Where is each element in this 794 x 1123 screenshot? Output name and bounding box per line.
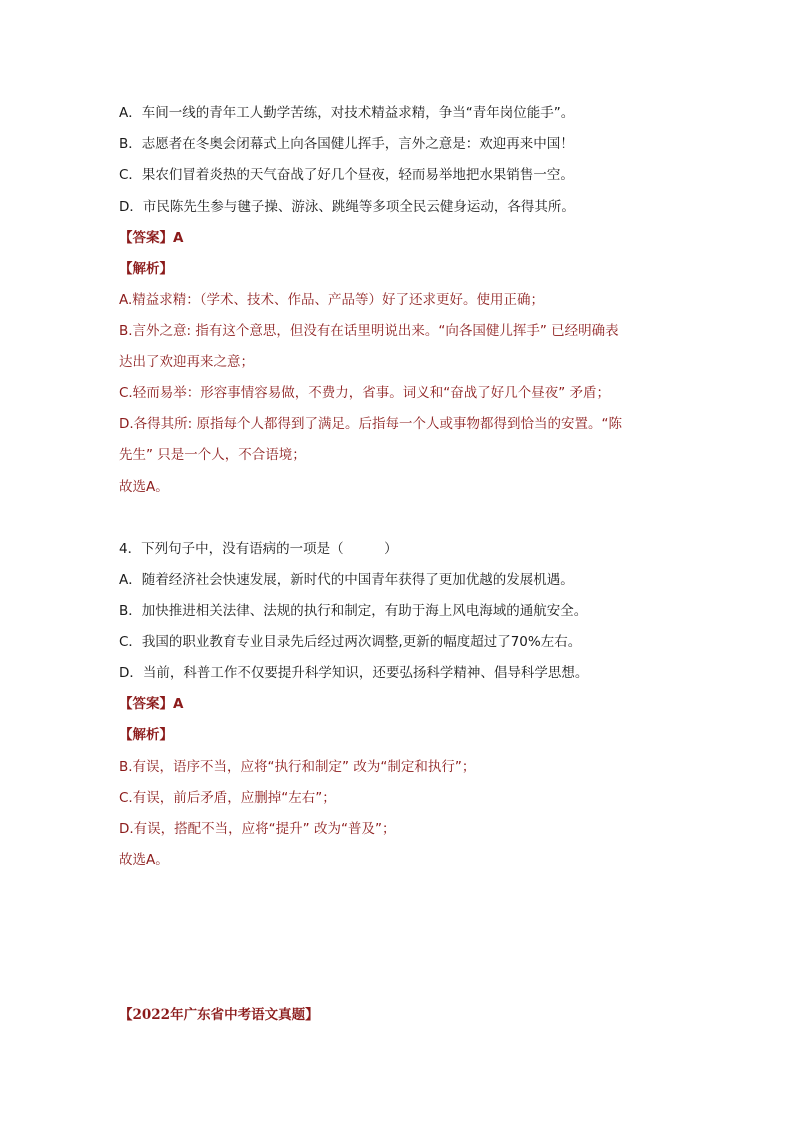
- q4-option-d: D．当前，科普工作不仅要提升科学知识，还要弘扬科学精神、倡导科学思想。: [119, 665, 589, 681]
- q4-analysis-line: B.有误，语序不当，应将“执行和制定” 改为“制定和执行”；: [119, 759, 476, 775]
- q4-option-b: B．加快推进相关法律、法规的执行和制定，有助于海上风电海域的通航安全。: [119, 603, 588, 619]
- q3-analysis-line: C.轻而易举：形容事情容易做，不费力，省事。词义和“奋战了好几个昼夜” 矛盾；: [119, 385, 610, 401]
- q3-analysis-line: B.言外之意: 指有这个意思，但没有在话里明说出来。“向各国健儿挥手” 已经明确表: [119, 323, 619, 339]
- q3-analysis-line: A.精益求精：（学术、技术、作品、产品等）好了还求更好。使用正确；: [119, 292, 545, 308]
- q4-analysis-label: 【解析】: [119, 727, 173, 743]
- q3-option-c: C．果农们冒着炎热的天气奋战了好几个昼夜，轻而易举地把水果销售一空。: [119, 167, 574, 183]
- q3-analysis-line: 先生” 只是一个人，不合语境；: [119, 447, 306, 463]
- q3-analysis-line: 达出了欢迎再来之意；: [119, 354, 254, 370]
- q4-conclusion: 故选A。: [119, 852, 169, 868]
- q4-option-c: C．我国的职业教育专业目录先后经过两次调整,更新的幅度超过了70%左右。: [119, 634, 582, 650]
- q3-option-b: B．志愿者在冬奥会闭幕式上向各国健儿挥手，言外之意是：欢迎再来中国！: [119, 136, 574, 152]
- q3-option-a: A．车间一线的青年工人勤学苦练，对技术精益求精，争当“青年岗位能手”。: [119, 105, 575, 121]
- q3-analysis-label: 【解析】: [119, 261, 173, 277]
- q3-conclusion: 故选A。: [119, 479, 169, 495]
- q3-answer: 【答案】A: [119, 230, 184, 246]
- q3-analysis-line: D.各得其所: 原指每个人都得到了满足。后指每一个人或事物都得到恰当的安置。“陈: [119, 416, 623, 432]
- q3-option-d: D．市民陈先生参与毽子操、游泳、跳绳等多项全民云健身运动，各得其所。: [119, 199, 575, 215]
- q4-stem: 4．下列句子中，没有语病的一项是（ ）: [119, 541, 398, 557]
- q4-analysis-line: D.有误，搭配不当，应将“提升” 改为“普及”；: [119, 821, 396, 837]
- q4-answer: 【答案】A: [119, 696, 184, 712]
- q4-option-a: A．随着经济社会快速发展，新时代的中国青年获得了更加优越的发展机遇。: [119, 572, 574, 588]
- q4-analysis-line: C.有误，前后矛盾，应删掉“左右”；: [119, 790, 336, 806]
- section-title: 【2022年广东省中考语文真题】: [119, 1007, 319, 1023]
